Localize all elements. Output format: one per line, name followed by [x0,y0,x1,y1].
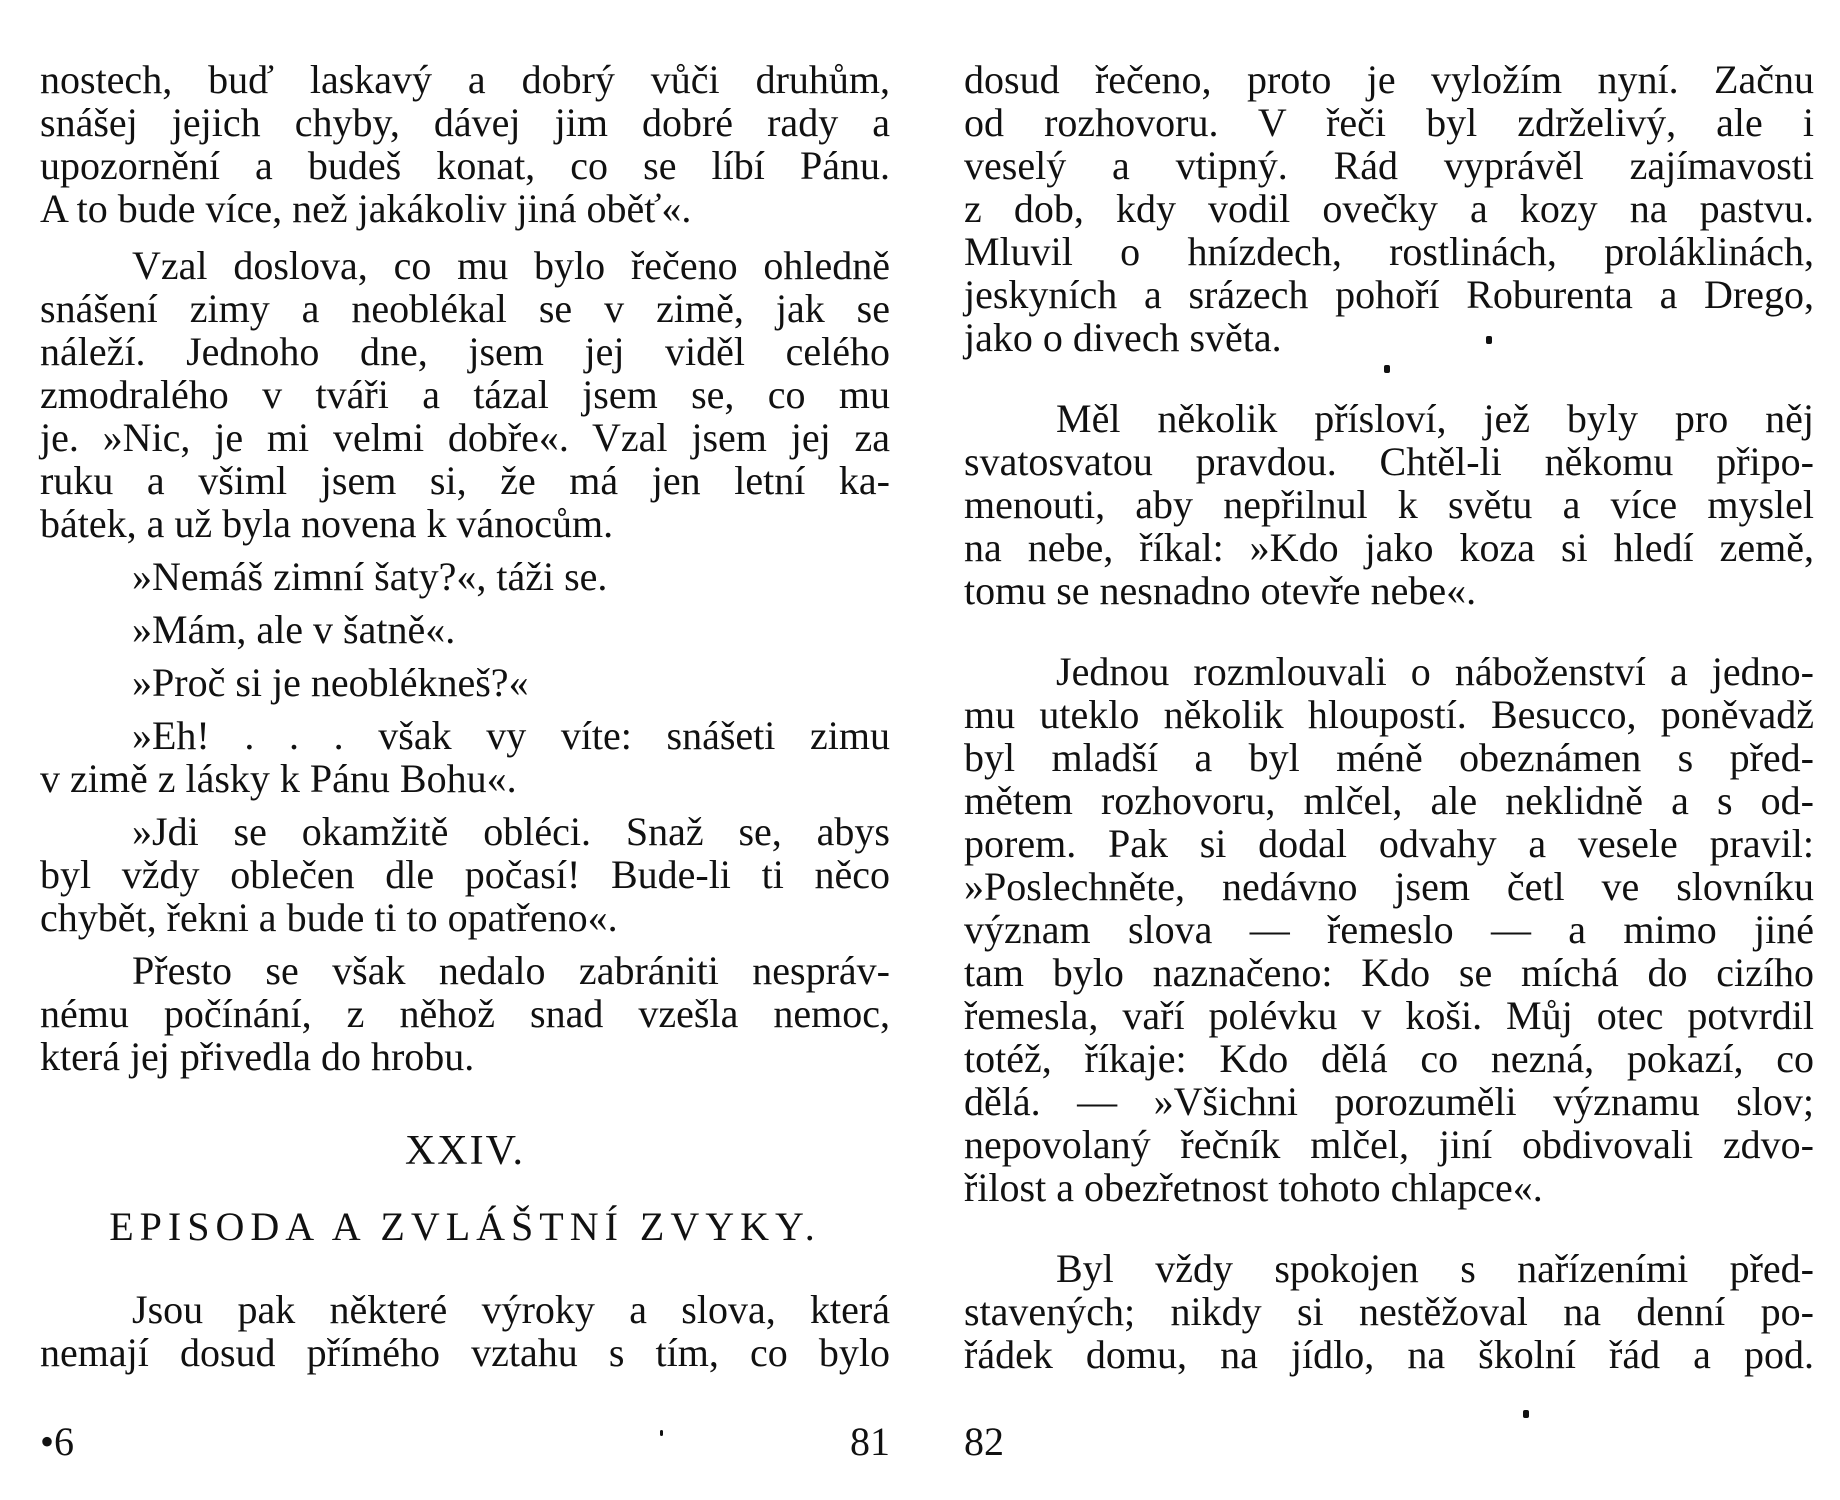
text-line: porem. Pak si dodal odvahy a vesele pravil: [964,821,1814,866]
text-line: upozornění a budeš konat, co se líbí Pánu. [40,143,890,188]
text-line: snášení zimy a neoblékal se v zimě, jak se [40,286,890,331]
text-line: stavených; nikdy si nestěžoval na denní po- [964,1289,1814,1334]
print-speck [1523,1410,1529,1418]
right-page [964,0,1814,1500]
dialog-line-4 [40,714,890,800]
text-line: totéž, říkaje: Kdo dělá co nezná, pokazí, co [964,1036,1814,1081]
text-line: nostech, buď laskavý a dobrý vůči druhům, [40,57,890,102]
text-line: »Poslechněte, nedávno jsem četl ve slovníku [964,864,1814,909]
text-line: bátek, a už byla novena k vánocům. [40,501,614,546]
text-line: tomu se nesnadno otevře nebe«. [964,568,1477,613]
right-paragraph-3 [964,650,1814,1209]
print-speck [1486,336,1492,344]
text-line: řemesla, vaří polévku v koši. Můj otec potvrdil [964,993,1814,1038]
text-line: Měl několik přísloví, jež byly pro něj [1056,396,1814,441]
left-paragraph-4 [40,1288,890,1374]
text-line: dělá. — »Všichni porozuměli významu slov; [964,1079,1814,1124]
text-line: jeskyních a srázech pohoří Roburenta a Drego, [964,272,1814,317]
text-line: »Nemáš zimní šaty?«, táži se. [132,554,608,599]
text-line: »Jdi se okamžitě obléci. Snaž se, abys [132,809,890,854]
text-line: chybět, řekni a bude ti to opatřeno«. [40,895,618,940]
text-line: která jej přivedla do hrobu. [40,1034,475,1079]
text-line: veselý a vtipný. Rád vyprávěl zajímavosti [964,143,1814,188]
text-line: »Proč si je neoblékneš?« [132,660,529,705]
text-line: nemají dosud přímého vztahu s tím, co bylo [40,1330,890,1375]
text-line: dosud řečeno, proto je vyložím nyní. Začnu [964,57,1814,102]
text-line: byl vždy oblečen dle počasí! Bude-li ti něco [40,852,890,897]
text-line: Mluvil o hnízdech, rostlinách, proláklinách, [964,229,1814,274]
text-line: jako o divech světa. [964,315,1282,360]
page-number-left: 81 [850,1419,890,1464]
dialog-line-5 [40,810,890,939]
chapter-number: XXIV. [404,1128,526,1174]
left-paragraph-2 [40,244,890,545]
dialog-line-3 [40,661,890,704]
print-speck [1384,365,1390,373]
right-paragraph-1 [964,58,1814,359]
left-paragraph-3 [40,949,890,1078]
text-line: svatosvatou pravdou. Chtěl-li někomu připo- [964,439,1814,484]
text-line: »Mám, ale v šatně«. [132,607,456,652]
right-paragraph-2 [964,397,1814,612]
text-line: Jednou rozmlouvali o náboženství a jedno- [1056,649,1814,694]
text-line: snášej jejich chyby, dávej jim dobré rady a [40,100,890,145]
right-paragraph-4 [964,1247,1814,1376]
dialog-line-2 [40,608,890,651]
text-line: z dob, kdy vodil ovečky a kozy na pastvu. [964,186,1814,231]
text-line: Přesto se však nedalo zabrániti nespráv- [132,948,890,993]
text-line: řilost a obezřetnost tohoto chlapce«. [964,1165,1543,1210]
text-line: na nebe, říkal: »Kdo jako koza si hledí země, [964,525,1814,570]
right-page-text [964,58,1814,1376]
text-line: tam bylo naznačeno: Kdo se míchá do cizího [964,950,1814,995]
text-line: byl mladší a byl méně obeznámen s před- [964,735,1814,780]
text-line: Byl vždy spokojen s nařízeními před- [1056,1246,1814,1291]
dialog-line-1 [40,555,890,598]
signature-mark: •6 [40,1419,75,1464]
print-speck [660,1430,663,1436]
text-line: mu uteklo několik hloupostí. Besucco, poněvadž [964,692,1814,737]
chapter-title: EPISODA A ZVLÁŠTNÍ ZVYKY. [109,1204,821,1249]
text-line: »Eh! . . . však vy víte: snášeti zimu [132,713,890,758]
text-line: ruku a všiml jsem si, že má jen letní ka- [40,458,890,503]
text-line: nému počínání, z něhož snad vzešla nemoc, [40,991,890,1036]
text-line: zmodralého v tváři a tázal jsem se, co mu [40,372,890,417]
text-line: význam slova — řemeslo — a mimo jiné [964,907,1814,952]
text-line: A to bude více, než jakákoliv jiná oběť«. [40,186,692,231]
text-line: řádek domu, na jídlo, na školní řád a pod. [964,1332,1814,1377]
text-line: mětem rozhovoru, mlčel, ale neklidně a s od- [964,778,1814,823]
left-page-text [40,58,890,1374]
text-line: je. »Nic, je mi velmi dobře«. Vzal jsem jej za [40,415,890,460]
text-line: Jsou pak některé výroky a slova, která [132,1287,890,1332]
text-line: v zimě z lásky k Pánu Bohu«. [40,756,517,801]
left-page [40,0,890,1500]
text-line: od rozhovoru. V řeči byl zdrželivý, ale i [964,100,1814,145]
page-number-right: 82 [964,1419,1004,1464]
text-line: Vzal doslova, co mu bylo řečeno ohledně [132,243,890,288]
text-line: nepovolaný řečník mlčel, jiní obdivovali zdvo- [964,1122,1814,1167]
text-line: menouti, aby nepřilnul k světu a více myslel [964,482,1814,527]
text-line: náleží. Jednoho dne, jsem jej viděl celého [40,329,890,374]
left-paragraph-1 [40,58,890,230]
